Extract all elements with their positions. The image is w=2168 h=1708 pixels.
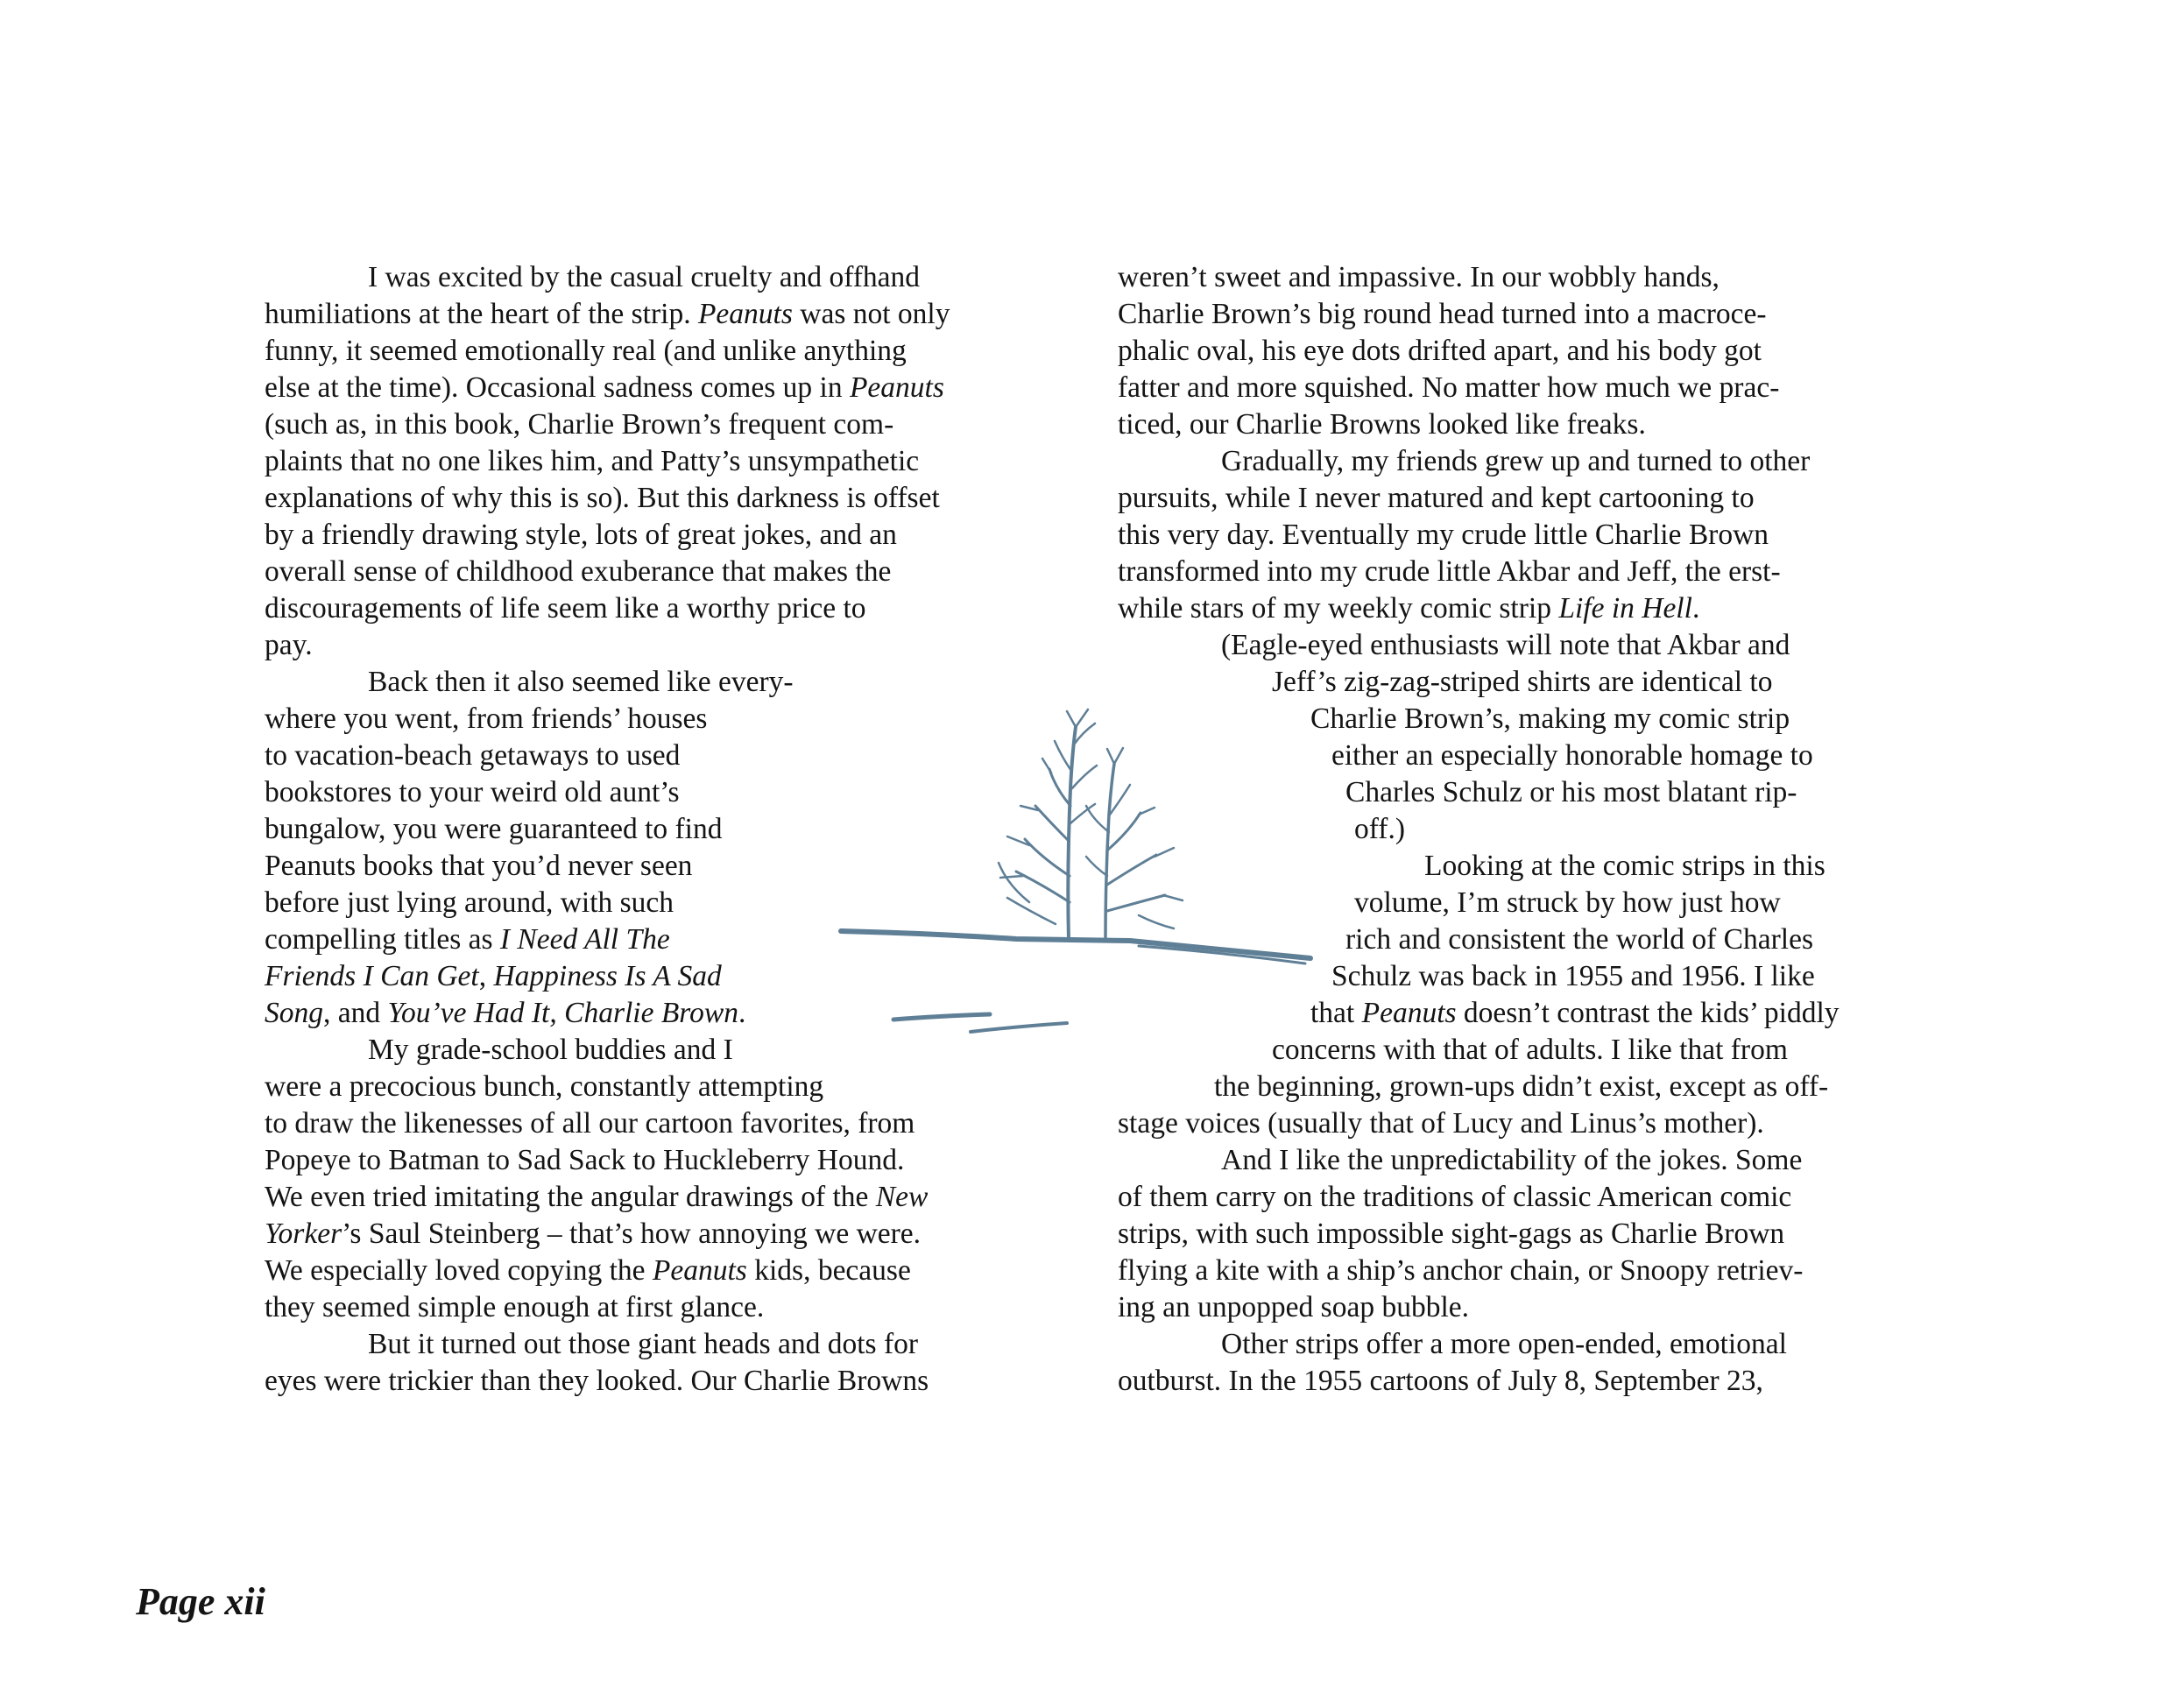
right-column-line: phalic oval, his eye dots drifted apart, and his body got bbox=[1118, 335, 1762, 367]
right-column-line: of them carry on the traditions of classic American comic bbox=[1118, 1181, 1792, 1213]
left-column-line: by a friendly drawing style, lots of great jokes, and an bbox=[265, 519, 897, 551]
left-column-line: to draw the likenesses of all our cartoon favorites, from bbox=[265, 1107, 915, 1140]
left-column-line: compelling titles as I Need All The bbox=[265, 923, 670, 956]
right-column-line: strips, with such impossible sight-gags as Charlie Brown bbox=[1118, 1217, 1785, 1250]
right-column-line: ing an unpopped soap bubble. bbox=[1118, 1291, 1470, 1323]
right-column-line: weren’t sweet and impassive. In our wobbly hands, bbox=[1118, 261, 1720, 293]
left-column-line: explanations of why this is so). But this darkness is offset bbox=[265, 482, 940, 514]
left-column-line: bookstores to your weird old aunt’s bbox=[265, 776, 680, 808]
left-column-line: We even tried imitating the angular drawings of the New bbox=[265, 1181, 929, 1213]
page-number: Page xii bbox=[136, 1580, 265, 1623]
left-column-line: Back then it also seemed like every- bbox=[368, 666, 794, 698]
left-column-line: overall sense of childhood exuberance that makes the bbox=[265, 555, 892, 588]
right-column-line: either an especially honorable homage to bbox=[1331, 739, 1813, 772]
left-column-line: funny, it seemed emotionally real (and unlike anything bbox=[265, 335, 907, 367]
left-column-line: where you went, from friends’ houses bbox=[265, 702, 708, 735]
left-column-line: they seemed simple enough at first glance. bbox=[265, 1291, 765, 1323]
right-column-line: the beginning, grown-ups didn’t exist, except as off- bbox=[1214, 1070, 1829, 1103]
right-column-line: off.) bbox=[1354, 813, 1405, 845]
right-column-line: ticed, our Charlie Browns looked like freaks. bbox=[1118, 408, 1646, 441]
right-column-line: that Peanuts doesn’t contrast the kids’ piddly bbox=[1310, 997, 1840, 1029]
right-column-line: flying a kite with a ship’s anchor chain, or Snoopy retriev- bbox=[1118, 1254, 1804, 1287]
right-column-line: Jeff’s zig-zag-striped shirts are identical to bbox=[1272, 666, 1773, 698]
left-column-line: to vacation-beach getaways to used bbox=[265, 739, 681, 772]
right-column-line: Charlie Brown’s, making my comic strip bbox=[1310, 702, 1790, 735]
right-column-line: rich and consistent the world of Charles bbox=[1345, 923, 1814, 956]
right-column-line: concerns with that of adults. I like that from bbox=[1272, 1034, 1788, 1066]
left-column-line: I was excited by the casual cruelty and offhand bbox=[368, 261, 921, 293]
right-column-line: Other strips offer a more open-ended, emotional bbox=[1221, 1328, 1787, 1360]
left-column-line: plaints that no one likes him, and Patty’s unsympathetic bbox=[265, 445, 920, 477]
right-column-line: Gradually, my friends grew up and turned to other bbox=[1221, 445, 1811, 477]
right-column-line: Charlie Brown’s big round head turned into a macroce- bbox=[1118, 298, 1767, 330]
left-column-line: humiliations at the heart of the strip. Peanuts was not only bbox=[265, 298, 950, 330]
left-column-line: were a precocious bunch, constantly attempting bbox=[265, 1070, 824, 1103]
left-column-line: We especially loved copying the Peanuts kids, because bbox=[265, 1254, 911, 1287]
left-column-line: My grade-school buddies and I bbox=[368, 1034, 733, 1066]
right-column-line: Schulz was back in 1955 and 1956. I like bbox=[1331, 960, 1815, 992]
right-column-line: stage voices (usually that of Lucy and Linus’s mother). bbox=[1118, 1107, 1764, 1140]
right-column-line: this very day. Eventually my crude little Charlie Brown bbox=[1118, 519, 1769, 551]
left-column-line: else at the time). Occasional sadness comes up in Peanuts bbox=[265, 371, 944, 404]
right-column-line: fatter and more squished. No matter how much we prac- bbox=[1118, 371, 1780, 404]
left-column-line: Yorker’s Saul Steinberg – that’s how annoying we were. bbox=[265, 1217, 922, 1250]
right-column-line: Looking at the comic strips in this bbox=[1424, 850, 1825, 882]
left-column-line: eyes were trickier than they looked. Our Charlie Browns bbox=[265, 1365, 929, 1397]
tree-sketch-icon bbox=[832, 701, 1323, 1051]
right-column-line: transformed into my crude little Akbar and Jeff, the erst- bbox=[1118, 555, 1781, 588]
right-column-line: volume, I’m struck by how just how bbox=[1354, 886, 1781, 919]
left-column-line: But it turned out those giant heads and dots for bbox=[368, 1328, 919, 1360]
left-column-line: Peanuts books that you’d never seen bbox=[265, 850, 693, 882]
right-column-line: Charles Schulz or his most blatant rip- bbox=[1345, 776, 1797, 808]
left-column-line: bungalow, you were guaranteed to find bbox=[265, 813, 723, 845]
left-column-line: Friends I Can Get, Happiness Is A Sad bbox=[265, 960, 722, 992]
left-column-line: Song, and You’ve Had It, Charlie Brown. bbox=[265, 997, 746, 1029]
left-column-line: (such as, in this book, Charlie Brown’s frequent com- bbox=[265, 408, 894, 441]
left-column-line: Popeye to Batman to Sad Sack to Huckleberry Hound. bbox=[265, 1144, 905, 1176]
left-column-line: discouragements of life seem like a worthy price to bbox=[265, 592, 866, 625]
right-column-line: pursuits, while I never matured and kept cartooning to bbox=[1118, 482, 1755, 514]
right-column-line: And I like the unpredictability of the jokes. Some bbox=[1221, 1144, 1803, 1176]
right-column-line: while stars of my weekly comic strip Life in Hell. bbox=[1118, 592, 1700, 625]
left-column-line: before just lying around, with such bbox=[265, 886, 674, 919]
right-column-line: (Eagle-eyed enthusiasts will note that Akbar and bbox=[1221, 629, 1790, 661]
right-column-line: outburst. In the 1955 cartoons of July 8, September 23, bbox=[1118, 1365, 1763, 1397]
left-column-line: pay. bbox=[265, 629, 313, 661]
